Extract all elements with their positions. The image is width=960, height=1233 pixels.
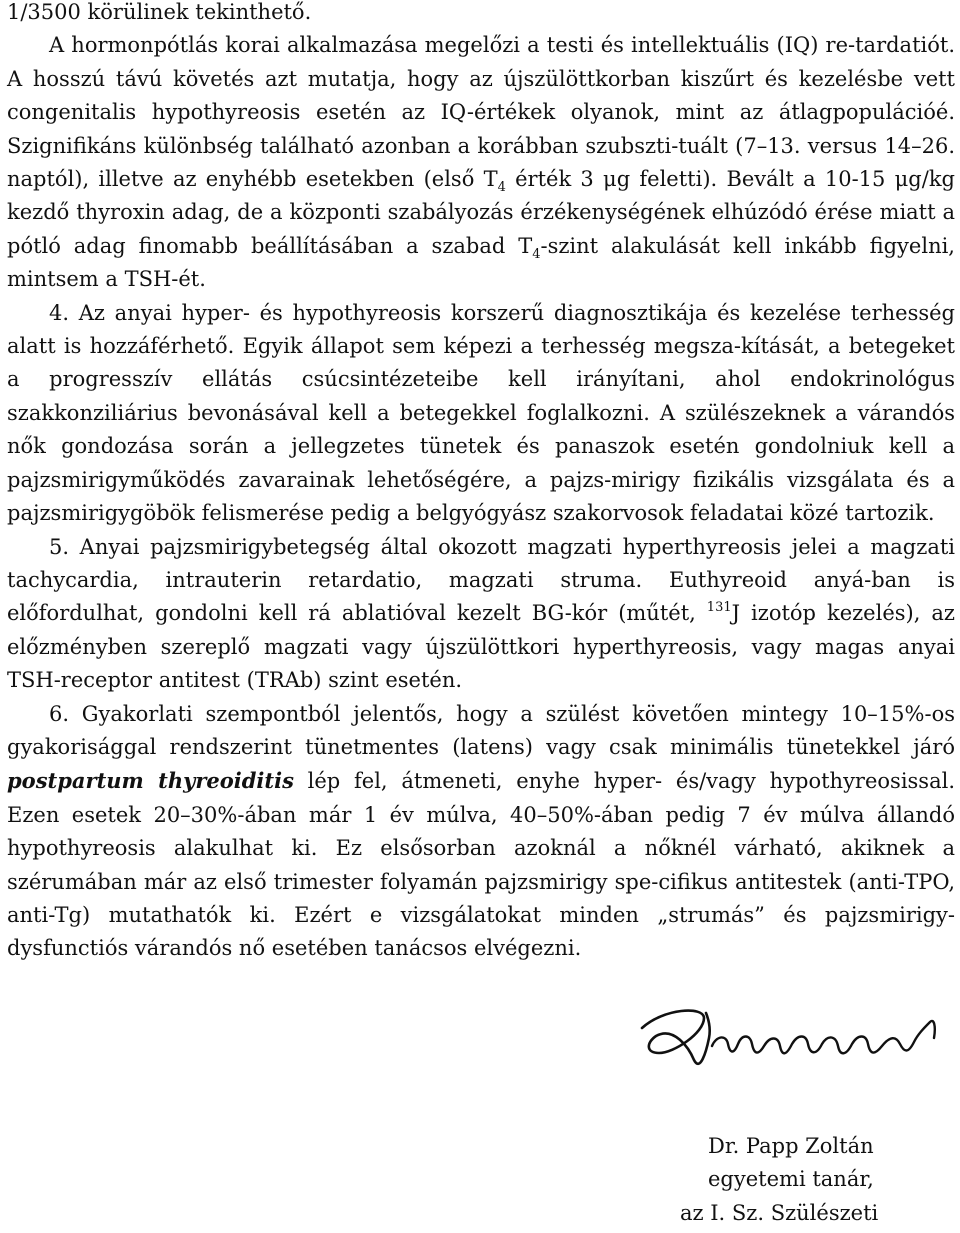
text-run: 1/3500 körülinek tekinthető. [7,0,312,24]
subscript: 4 [532,246,541,262]
text-run: 4. Az anyai hyper- és hypothyreosis korszerű diagnosztikája és kezelése terhesség alatt is hozzáférhető. Egyik állapot sem képezi a terhesség megsza-kítását, a betegeket a progresszív ellátás csúcsintézeteibe kell irányítani, ahol endokrinológus szakkonziliárius bevonásával kell a betegekkel foglalkozni. A szülészeknek a várandós nők gondozása során a jellegzetes tünetek és panaszok esetén gondolniuk kell a pajzsmirigyműködés zavarainak lehetőségére, a pajzs-mirigy fizikális vizsgálata és a pajzsmirigygöbök felismerése pedig a belgyógyász szakorvosok feladatai közé tartozik. [7,300,955,526]
paragraph-item-6 [7,698,955,966]
paragraph-hormone-replacement [7,29,955,296]
text-run: A hormonpótlás korai alkalmazása megelőzi a testi és intellektuális (IQ) re-tardatiót. A hosszú távú követés azt mutatja, hogy az újszülöttkorban kiszűrt és kezelésbe vett congenitalis hypothyreosis esetén az IQ-értékek olyanok, mint az átlagpopulációé. Szignifikáns különbség található azonban a korábban szubszti-tuált (7–13. versus 14–26. naptól), illetve az enyhébb esetekben (első T [7,33,955,192]
author-affiliation: az I. Sz. Szülészeti [680,1200,879,1225]
handwritten-signature [634,998,944,1078]
paragraph-item-5 [7,531,955,698]
text-run: érték 3 μg feletti). Bevált a 10-15 μg/kg kezdő thyroxin adag, de a központi szabályozás érzékenységének elhúzódó érése miatt a pótló adag finomabb beállításában a szabad T [7,167,955,258]
paragraph-item-4 [7,297,955,531]
text-run: lép fel, átmeneti, enyhe hyper- és/vagy hypothyreosissal. Ezen esetek 20–30%-ában már 1 év múlva, 40–50%-ában pedig 7 év múlva állandó hypothyreosis alakulhat ki. Ez elsősorban azoknál a nőknél várható, akiknek a szérumában már az első trimester folyamán pajzsmirigy spe-cifikus antitestek (anti-TPO, anti-Tg) mutathatók ki. Ezért e vizsgálatokat minden „strumás” és pajzsmirigy-dysfunctiós várandós nő esetében tanácsos elvégezni. [7,769,955,961]
emphasis-term: postpartum thyreoiditis [7,768,294,794]
text-run: -szint alakulását kell inkább figyelni, mintsem a TSH-ét. [7,233,955,292]
signature-block [672,1130,942,1230]
author-title: egyetemi tanár, [708,1167,874,1192]
text-run: 6. Gyakorlati szempontból jelentős, hogy a szülést követően mintegy 10–15%-os gyakorisággal rendszerint tünetmentes (latens) vagy csak minimális tünetekkel járó [7,701,955,759]
paragraph-continuation [7,0,955,29]
subscript: 4 [497,180,506,196]
author-name: Dr. Papp Zoltán [708,1134,874,1158]
superscript: 131 [706,600,732,616]
text-run: J izotóp kezelés), az előzményben szereplő magzati vagy újszülöttkori hyperthyreosis, vagy magas anyai TSH-receptor antitest (TRAb) szint esetén. [7,601,955,693]
body-text [7,0,955,966]
text-run: 5. Anyai pajzsmirigybetegség által okozott magzati hyperthyreosis jelei a magzati tachycardia, intrauterin retardatio, magzati struma. Euthyreoid anyá-ban is előfordulhat, gondolni kell rá ablatióval kezelt BG-kór (műtét, [7,534,955,626]
